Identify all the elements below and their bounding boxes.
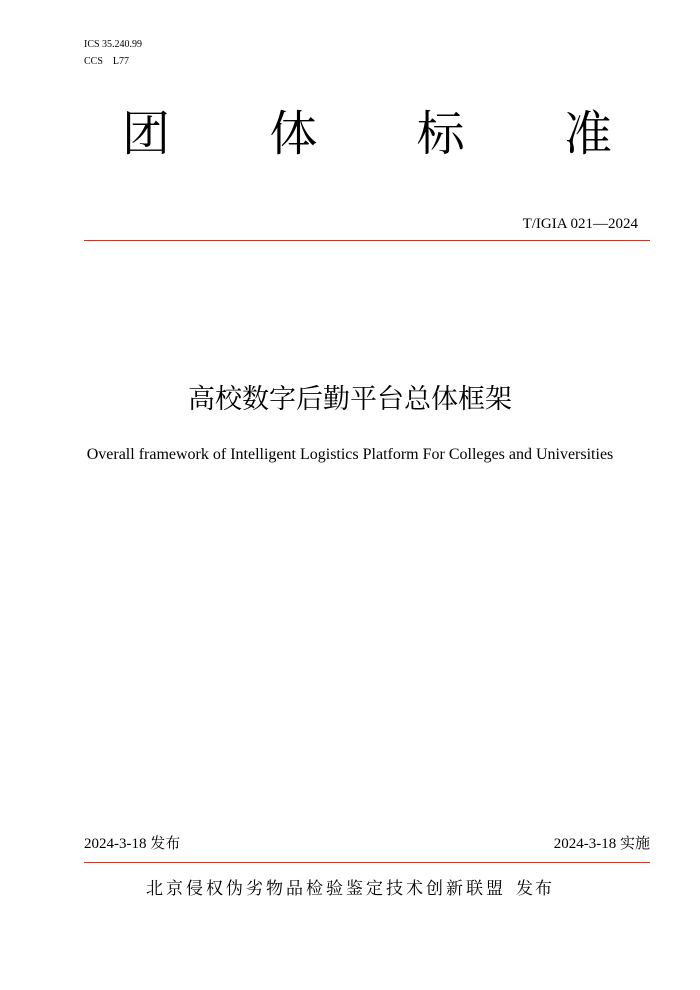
- issuer-action: 发布: [516, 879, 554, 899]
- publish-date: 2024-3-18 发布: [84, 836, 181, 852]
- top-divider: [84, 240, 650, 241]
- chinese-title: 高校数字后勤平台总体框架: [188, 384, 512, 415]
- doc-type-char: 团: [122, 106, 171, 162]
- standard-number: T/IGIA 021—2024: [522, 216, 638, 232]
- issuer-name: 北京侵权伪劣物品检验鉴定技术创新联盟: [146, 879, 506, 899]
- issuer-line: [0, 876, 700, 902]
- ics-code: ICS 35.240.99: [84, 39, 143, 50]
- doc-type-char: 标: [416, 106, 465, 162]
- classification-codes: [84, 36, 142, 70]
- doc-type-char: 准: [563, 106, 612, 162]
- document-type-heading: [84, 104, 650, 164]
- english-title: Overall framework of Intelligent Logistics Platform For Colleges and Universities: [86, 446, 614, 463]
- ccs-code: CCS L77: [84, 56, 130, 67]
- bottom-divider: [84, 862, 650, 863]
- doc-type-char: 体: [269, 106, 318, 162]
- implement-date: 2024-3-18 实施: [553, 836, 650, 852]
